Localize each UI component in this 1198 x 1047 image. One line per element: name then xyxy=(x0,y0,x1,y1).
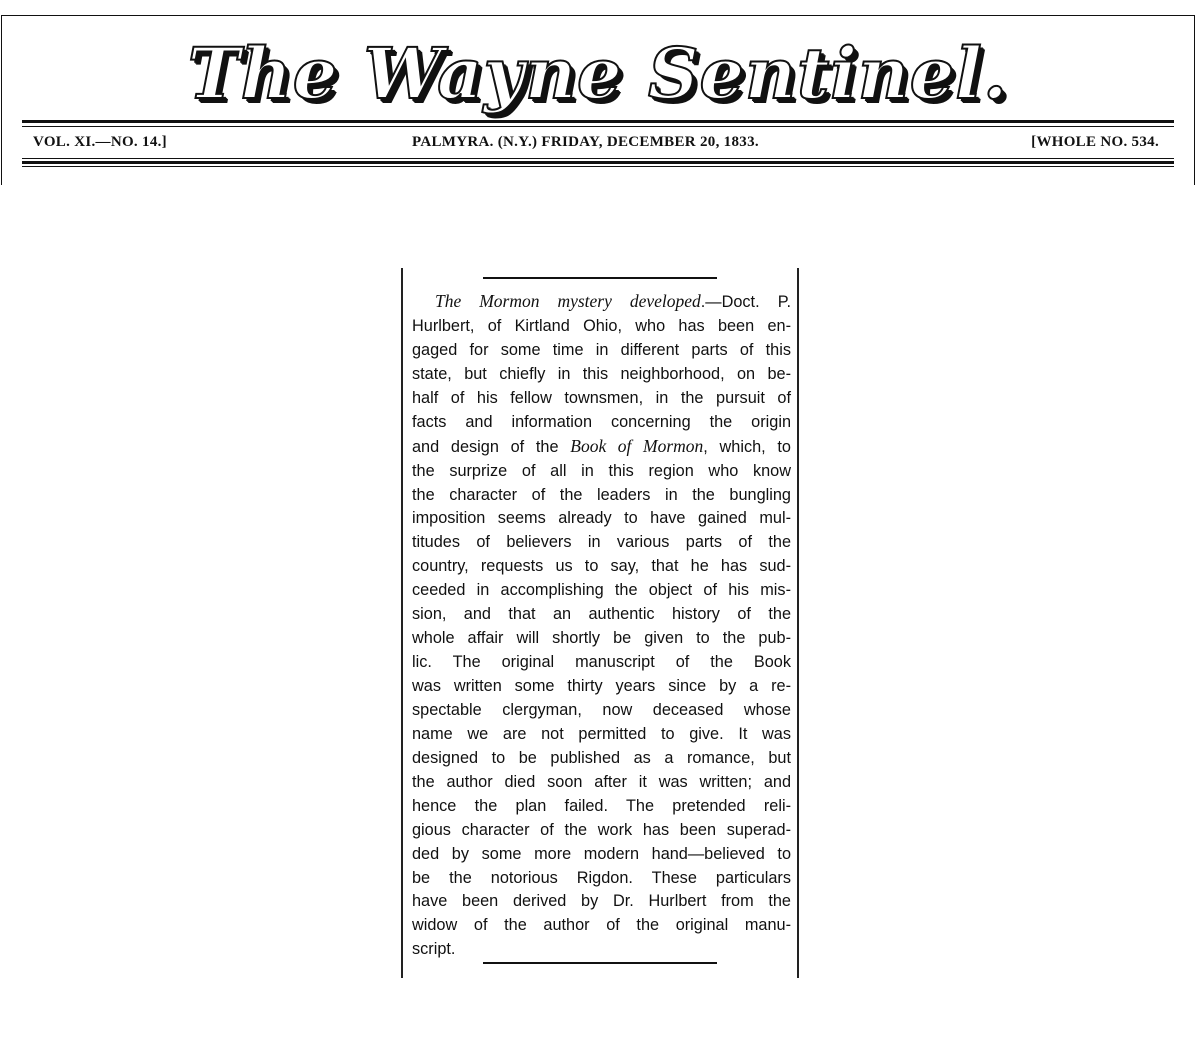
article-line: facts and information concerning the origin xyxy=(412,412,791,431)
article-body xyxy=(412,290,791,962)
masthead-rule xyxy=(22,120,1174,123)
article-line: lic. The original manuscript of the Book xyxy=(412,653,791,672)
article-line: whole affair will shortly be given to the pub- xyxy=(412,629,791,648)
article-line: country, requests us to say, that he has sud- xyxy=(412,557,791,576)
volume-number: VOL. XI.—NO. 14.] xyxy=(33,134,167,150)
whole-number: [WHOLE NO. 534. xyxy=(1031,134,1159,150)
article-line: ceeded in accomplishing the object of his mis- xyxy=(412,581,791,600)
article-column xyxy=(401,268,799,978)
article-line: state, but chiefly in this neighborhood, on be- xyxy=(412,364,791,383)
article-headline: The Mormon mystery developed xyxy=(435,291,701,311)
article-line: imposition seems already to have gained mul- xyxy=(412,509,791,528)
article-line xyxy=(412,435,791,460)
article-line: half of his fellow townsmen, in the pursuit of xyxy=(412,388,791,407)
masthead-rule xyxy=(22,166,1174,167)
article-line: titudes of believers in various parts of the xyxy=(412,533,791,552)
article-line: was written some thirty years since by a re- xyxy=(412,677,791,695)
headline-continuation: .—Doct. P. xyxy=(700,293,791,311)
article-line: have been derived by Dr. Hurlbert from the xyxy=(412,892,791,911)
dateline: PALMYRA. (N.Y.) FRIDAY, DECEMBER 20, 1833. xyxy=(412,134,759,150)
line-text: , which, to xyxy=(703,437,791,456)
article-line: gious character of the work has been superad- xyxy=(412,820,791,839)
masthead-rule xyxy=(22,158,1174,159)
article-line: designed to be published as a romance, but xyxy=(412,748,791,767)
book-title: Book of Mormon xyxy=(570,435,704,456)
article-line: name we are not permitted to give. It was xyxy=(412,724,791,743)
article-line: hence the plan failed. The pretended reli- xyxy=(412,796,791,815)
masthead-rule xyxy=(22,126,1174,127)
masthead-rule xyxy=(22,161,1174,164)
article-line: ded by some more modern hand—believed to xyxy=(412,844,791,863)
article-line: be the notorious Rigdon. These particulars xyxy=(412,868,791,887)
article-line: gaged for some time in different parts of this xyxy=(412,340,791,359)
article-line xyxy=(412,290,791,315)
masthead xyxy=(1,15,1195,185)
article-line: the author died soon after it was written; and xyxy=(412,772,791,791)
article-line: Hurlbert, of Kirtland Ohio, who has been en- xyxy=(412,316,791,335)
article-line: the character of the leaders in the bungling xyxy=(412,485,791,504)
article-line: the surprize of all in this region who know xyxy=(412,461,791,480)
column-top-rule xyxy=(483,277,717,279)
column-bottom-rule xyxy=(483,962,717,964)
article-line: script. xyxy=(412,940,456,959)
article-line: widow of the author of the original manu- xyxy=(412,916,791,935)
newspaper-title: The Wayne Sentinel. xyxy=(187,32,1009,115)
article-line: spectable clergyman, now deceased whose xyxy=(412,700,791,719)
line-text: and design of the xyxy=(412,437,571,456)
article-line: sion, and that an authentic history of the xyxy=(412,605,791,624)
